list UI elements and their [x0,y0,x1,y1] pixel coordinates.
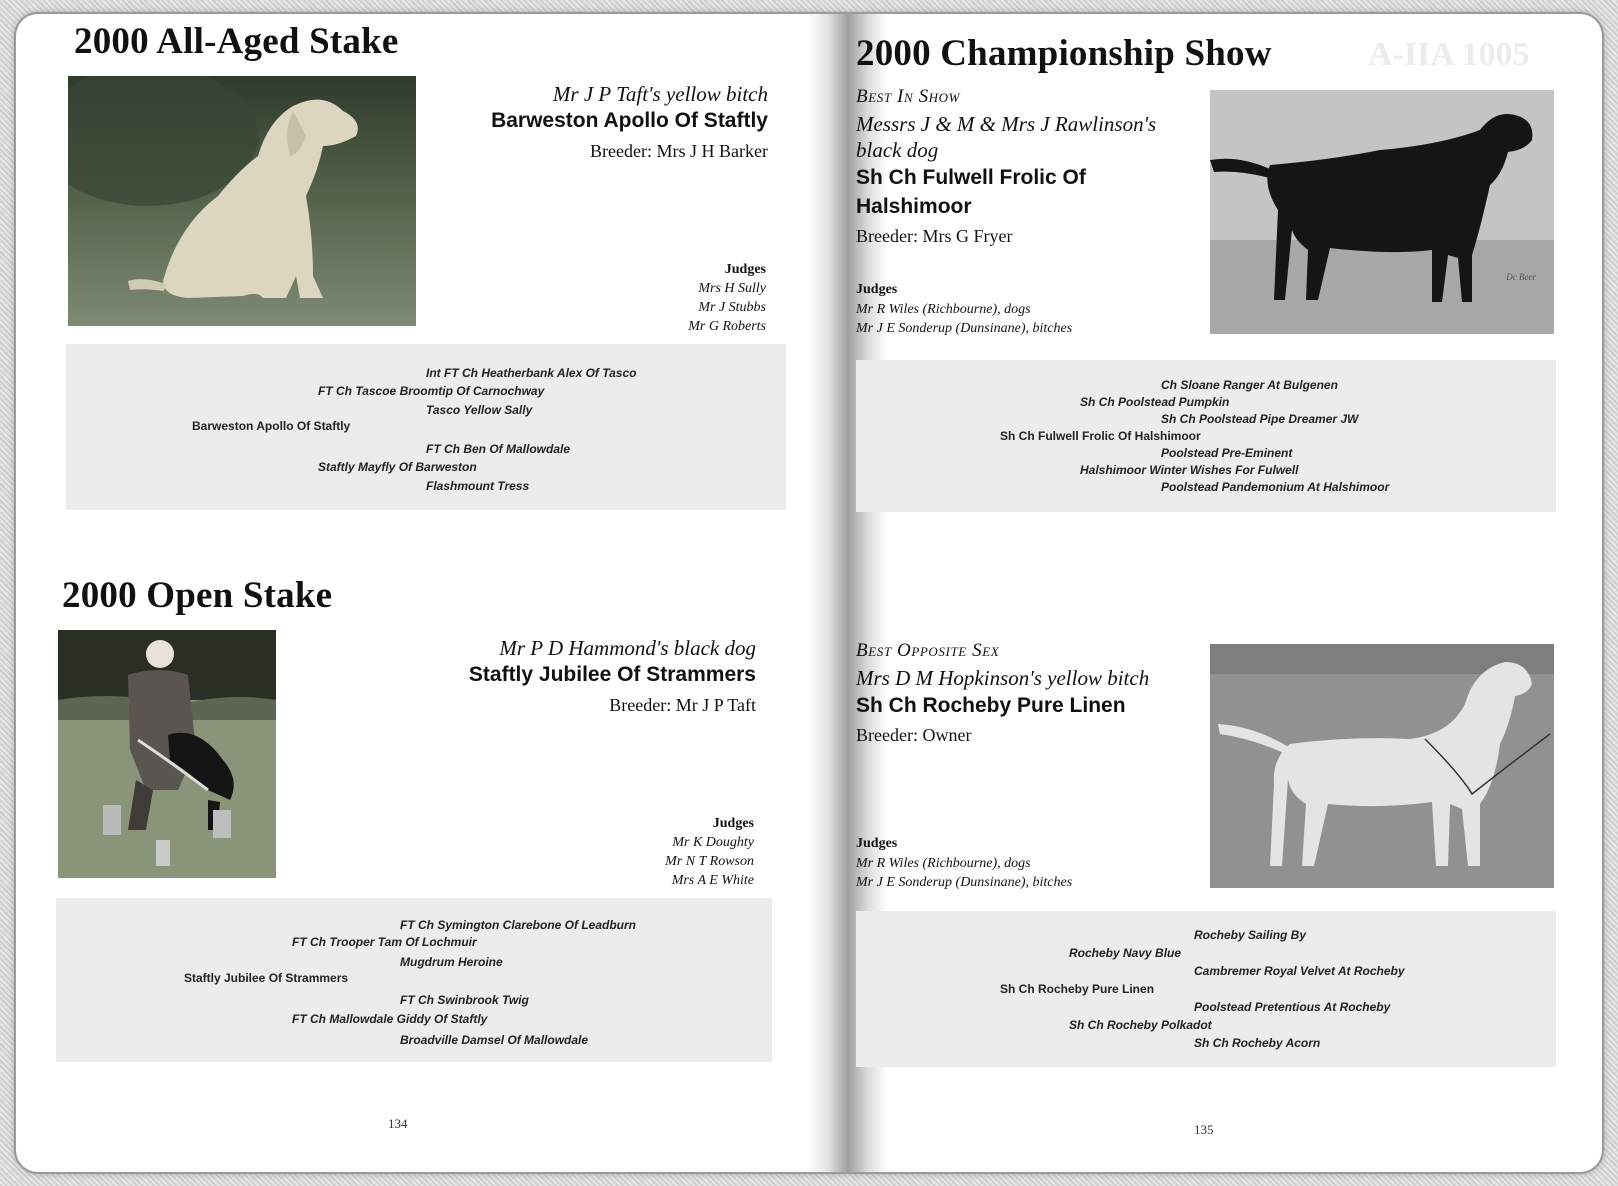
pedigree-subject: Barweston Apollo Of Staftly [192,419,351,433]
championship-show-title: 2000 Championship Show [856,33,1272,74]
yellow-labrador-sitting-image [68,76,416,326]
stake2-judges-heading: Judges [712,816,754,831]
bis-pedigree-table [856,360,1556,512]
pedigree-sire-sire: Int FT Ch Heatherbank Alex Of Tasco [426,366,637,380]
pedigree-dam-dam: Sh Ch Rocheby Acorn [1194,1036,1321,1050]
book-spread [16,14,1602,1172]
photo-credit: Dc Beer [1506,272,1536,282]
stake2-pedigree-table [56,898,772,1062]
bis-judge: Mr R Wiles (Richbourne), dogs [856,302,1031,317]
pedigree-sire: Sh Ch Poolstead Pumpkin [1080,395,1230,409]
bos-breeder: Breeder: Owner [856,725,972,745]
page-number-left: 134 [388,1116,408,1131]
bis-owner-line1: Messrs J & M & Mrs J Rawlinson's [856,112,1157,136]
bis-owner-line2: black dog [856,138,939,162]
pedigree-sire: FT Ch Trooper Tam Of Lochmuir [292,935,477,949]
pedigree-subject: Staftly Jubilee Of Strammers [184,971,349,985]
bleed-through-text: A-IIA 1005 [1368,36,1530,73]
open-stake-title: 2000 Open Stake [62,575,333,616]
bis-judge: Mr J E Sonderup (Dunsinane), bitches [856,321,1073,336]
bos-dog-name: Sh Ch Rocheby Pure Linen [856,694,1126,717]
stake1-pedigree-table [66,344,786,510]
pedigree-sire-sire: Rocheby Sailing By [1194,928,1307,942]
all-aged-stake-title: 2000 All-Aged Stake [74,21,399,62]
pedigree-dam-dam: Poolstead Pandemonium At Halshimoor [1161,480,1390,494]
stake1-judges-heading: Judges [724,262,766,277]
bos-judges-heading: Judges [856,836,898,851]
yellow-labrador-show-stack-image [1210,644,1554,888]
stake2-breeder: Breeder: Mr J P Taft [609,695,756,715]
pedigree-dam-sire: Poolstead Pre-Eminent [1161,446,1293,460]
bis-breeder: Breeder: Mrs G Fryer [856,226,1013,246]
pedigree-subject: Sh Ch Fulwell Frolic Of Halshimoor [1000,429,1201,443]
stake2-owner: Mr P D Hammond's black dog [499,636,756,660]
handler-with-black-dog-and-trophies-image [58,630,276,878]
stake1-dog-name: Barweston Apollo Of Staftly [491,109,768,132]
pedigree-sire: Rocheby Navy Blue [1069,946,1182,960]
black-labrador-photo [1210,90,1554,334]
pedigree-sire-sire: FT Ch Symington Clarebone Of Leadburn [400,918,637,932]
stake1-judge: Mrs H Sully [698,281,766,296]
stake2-judge: Mr K Doughty [672,835,754,850]
bis-dog-name-line1: Sh Ch Fulwell Frolic Of [856,166,1086,189]
pedigree-dam-sire: Poolstead Pretentious At Rocheby [1194,1000,1391,1014]
pedigree-dam: Halshimoor Winter Wishes For Fulwell [1080,463,1299,477]
pedigree-sire-sire: Ch Sloane Ranger At Bulgenen [1161,378,1338,392]
stake1-owner: Mr J P Taft's yellow bitch [552,82,768,106]
bos-pedigree-table [856,911,1556,1067]
pedigree-sire-dam: Mugdrum Heroine [400,955,503,969]
pedigree-dam-dam: Flashmount Tress [426,479,530,493]
black-labrador-standing-image [1210,90,1554,334]
stake2-dog-name: Staftly Jubilee Of Strammers [468,663,756,686]
best-opposite-sex-label: Best Opposite Sex [856,640,1000,661]
pedigree-dam: Sh Ch Rocheby Polkadot [1069,1018,1212,1032]
bis-judges-heading: Judges [856,282,898,297]
pedigree-sire-dam: Cambremer Royal Velvet At Rocheby [1194,964,1405,978]
bos-judge: Mr R Wiles (Richbourne), dogs [856,856,1031,871]
pedigree-dam: Staftly Mayfly Of Barweston [318,460,477,474]
stake1-judge: Mr G Roberts [688,319,766,334]
pedigree-sire: FT Ch Tascoe Broomtip Of Carnochway [318,384,545,398]
yellow-labrador-standing-photo [1210,644,1554,888]
pedigree-sire-dam: Tasco Yellow Sally [426,403,533,417]
bis-dog-name-line2: Halshimoor [856,195,972,218]
pedigree-dam-dam: Broadville Damsel Of Mallowdale [400,1033,589,1047]
handler-with-dog-photo [58,630,276,878]
stake2-judge: Mr N T Rowson [665,854,754,869]
pedigree-sire-dam: Sh Ch Poolstead Pipe Dreamer JW [1161,412,1359,426]
stake1-breeder: Breeder: Mrs J H Barker [590,141,768,161]
yellow-labrador-photo [68,76,416,326]
page-number-right: 135 [1194,1122,1214,1137]
pedigree-dam-sire: FT Ch Swinbrook Twig [400,993,529,1007]
pedigree-subject: Sh Ch Rocheby Pure Linen [1000,982,1155,996]
bos-owner: Mrs D M Hopkinson's yellow bitch [856,666,1150,690]
best-in-show-label: Best In Show [856,86,961,107]
bos-judge: Mr J E Sonderup (Dunsinane), bitches [856,875,1073,890]
stake2-judge: Mrs A E White [671,873,754,888]
stake1-judge: Mr J Stubbs [698,300,766,315]
pedigree-dam-sire: FT Ch Ben Of Mallowdale [426,442,571,456]
pedigree-dam: FT Ch Mallowdale Giddy Of Staftly [292,1012,488,1026]
